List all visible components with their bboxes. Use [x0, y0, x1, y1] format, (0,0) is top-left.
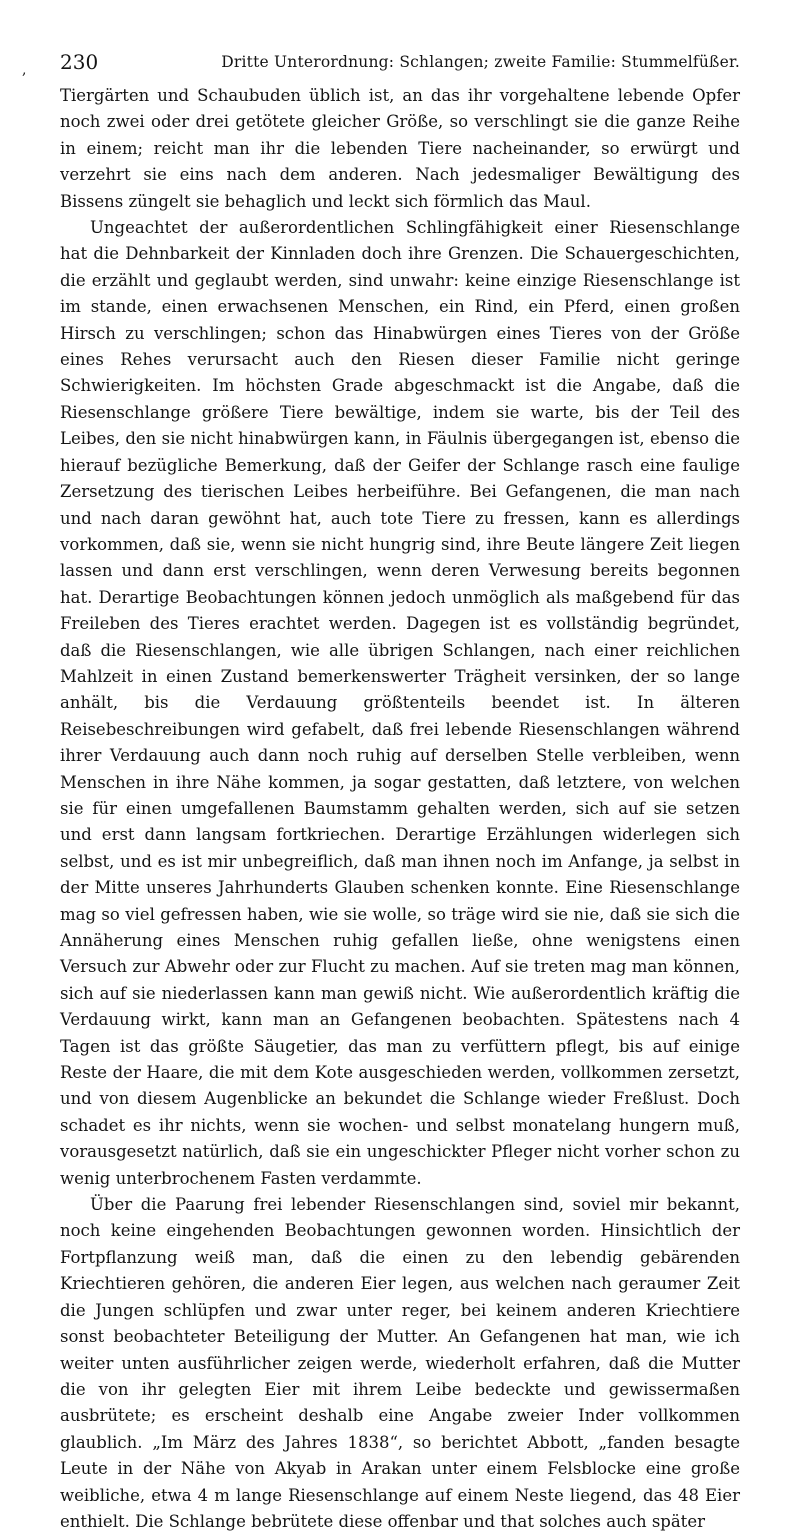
paragraph-swallowing-limits: Ungeachtet der außerordentlichen Schlingfähigkeit einer Riesenschlange hat die Dehnbarkeit der Kinnladen doch ihre Grenzen. Die Schauergeschichten, die erzählt und geglaubt werden, sind unwahr: keine einzige Riesenschlange ist im stande, einen erwachsenen Menschen, ein Rind, ein Pferd, einen großen Hirsch zu verschlingen; schon das Hinabwürgen eines Tieres von der Größe eines Rehes verursacht auch den Riesen dieser Familie nicht geringe Schwierigkeiten. Im höchsten Grade abgeschmackt ist die Angabe, daß die Riesenschlange größere Tiere bewältige, indem sie warte, bis der Teil des Leibes, den sie nicht hinabwürgen kann, in Fäulnis übergegangen ist, ebenso die hierauf bezügliche Bemerkung, daß der Geifer der Schlange rasch eine faulige Zersetzung des tierischen Leibes herbeiführe. Bei Gefangenen, die man nach und nach daran gewöhnt hat, auch tote Tiere zu fressen, kann es allerdings vorkommen, daß sie, wenn sie nicht hungrig sind, ihre Beute längere Zeit liegen lassen und dann erst verschlingen, wenn deren Verwesung bereits begonnen hat. Derartige Beobachtungen können jedoch unmöglich als maßgebend für das Freileben des Tieres erachtet werden. Dagegen ist es vollständig begründet, daß die Riesenschlangen, wie alle übrigen Schlangen, nach einer reichlichen Mahlzeit in einen Zustand bemerkenswerter Trägheit versinken, der so lange anhält, bis die Verdauung größtenteils beendet ist. In älteren Reisebeschreibungen wird gefabelt, daß frei lebende Riesenschlangen während ihrer Verdauung auch dann noch ruhig auf derselben Stelle verbleiben, wenn Menschen in ihre Nähe kommen, ja sogar gestatten, daß letztere, von welchen sie für einen umgefallenen Baumstamm gehalten werden, sich auf sie setzen und erst dann langsam fortkriechen. Derartige Erzählungen widerlegen sich selbst, und es ist mir unbegreiflich, daß man ihnen noch im Anfange, ja selbst in der Mitte unseres Jahrhunderts Glauben schenken konnte. Eine Riesenschlange mag so viel gefressen haben, wie sie wolle, so träge wird sie nie, daß sie sich die Annäherung eines Menschen ruhig gefallen ließe, ohne wenigstens einen Versuch zur Abwehr oder zur Flucht zu machen. Auf sie treten mag man können, sich auf sie niederlassen kann man gewiß nicht. Wie außerordentlich kräftig die Verdauung wirkt, kann man an Gefangenen beobachten. Spätestens nach 4 Tagen ist das größte Säugetier, das man zu verfüttern pflegt, bis auf einige Reste der Haare, die mit dem Kote ausgeschieden werden, vollkommen zersetzt, und von diesem Augenblicke an bekundet die Schlange wieder Freßlust. Doch schadet es ihr nichts, wenn sie wochen- und selbst monatelang hungern muß, vorausgesetzt natürlich, daß sie ein ungeschickter Pfleger nicht vorher schon zu wenig unterbrochenem Fasten verdammte.: [60, 218, 740, 1188]
page-header: [60, 48, 740, 76]
paragraph-continuation: Tiergärten und Schaubuden üblich ist, an das ihr vorgehaltene lebende Opfer noch zwei oder drei getötete gleicher Größe, so verschlingt sie die ganze Reihe in einem; reicht man ihr die lebenden Tiere nacheinander, so erwürgt und verzehrt sie eins nach dem anderen. Nach jedesmaliger Bewältigung des Bissens züngelt sie behaglich und leckt sich förmlich das Maul.: [60, 86, 740, 211]
margin-mark: ,: [22, 62, 27, 78]
page-number: 230: [60, 50, 99, 74]
running-head: Dritte Unterordnung: Schlangen; zweite Familie: Stummelfüßer.: [221, 53, 740, 71]
paragraph-reproduction: Über die Paarung frei lebender Riesenschlangen sind, soviel mir bekannt, noch keine eingehenden Beobachtungen gewonnen worden. Hinsichtlich der Fortpflanzung weiß man, daß die einen zu den lebendig gebärenden Kriechtieren gehören, die anderen Eier legen, aus welchen nach geraumer Zeit die Jungen schlüpfen und zwar unter reger, bei keinem anderen Kriechtiere sonst beobachteter Beteiligung der Mutter. An Gefangenen hat man, wie ich weiter unten ausführlicher zeigen werde, wiederholt erfahren, daß die Mutter die von ihr gelegten Eier mit ihrem Leibe bedeckte und gewissermaßen ausbrütete; es erscheint deshalb eine Angabe zweier Inder vollkommen glaublich. „Im März des Jahres 1838“, so berichtet Abbott, „fanden besagte Leute in der Nähe von Akyab in Arakan unter einem Felsblocke eine große weibliche, etwa 4 m lange Riesenschlange auf einem Neste liegend, das 48 Eier enthielt. Die Schlange bebrütete diese offenbar und that solches auch später: [60, 1195, 740, 1531]
body-text: [60, 83, 740, 1535]
